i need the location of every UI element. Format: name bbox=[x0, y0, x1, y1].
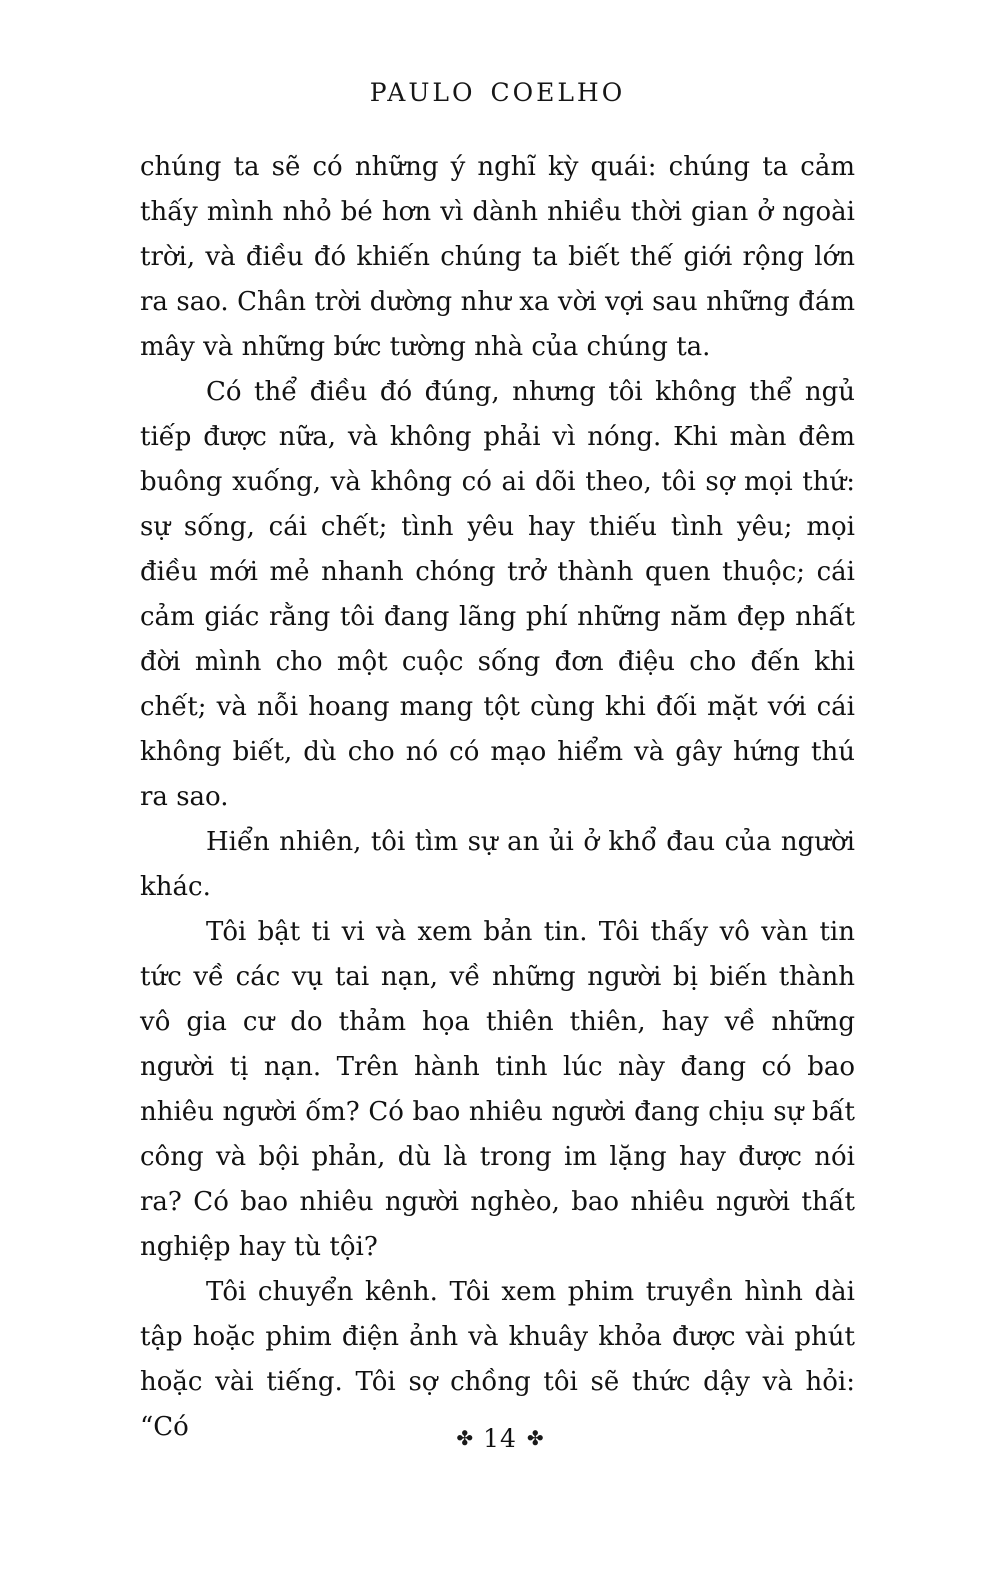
page-footer bbox=[0, 1424, 1000, 1453]
fleuron-right-icon: ✤ bbox=[526, 1426, 544, 1450]
paragraph: Hiển nhiên, tôi tìm sự an ủi ở khổ đau của người khác. bbox=[140, 827, 855, 902]
fleuron-left-icon: ✤ bbox=[456, 1426, 474, 1450]
page-number: 14 bbox=[483, 1424, 517, 1453]
paragraph: Tôi chuyển kênh. Tôi xem phim truyền hình dài tập hoặc phim điện ảnh và khuây khỏa được vài phút hoặc vài tiếng. Tôi sợ chồng tôi sẽ thức dậy và hỏi: “Có bbox=[140, 1277, 855, 1442]
body-text bbox=[140, 145, 855, 1450]
paragraph: Tôi bật ti vi và xem bản tin. Tôi thấy vô vàn tin tức về các vụ tai nạn, về những người bị biến thành vô gia cư do thảm họa thiên thiên, hay về những người tị nạn. Trên hành tinh lúc này đang có bao nhiêu người ốm? Có bao nhiêu người đang chịu sự bất công và bội phản, dù là trong im lặng hay được nói ra? Có bao nhiêu người nghèo, bao nhiêu người thất nghiệp hay tù tội? bbox=[140, 917, 855, 1262]
running-header: PAULO COELHO bbox=[369, 78, 626, 107]
paragraph: chúng ta sẽ có những ý nghĩ kỳ quái: chúng ta cảm thấy mình nhỏ bé hơn vì dành nhiều thời gian ở ngoài trời, và điều đó khiến chúng ta biết thế giới rộng lớn ra sao. Chân trời dường như xa vời vợi sau những đám mây và những bức tường nhà của chúng ta. bbox=[140, 152, 855, 362]
paragraph: Có thể điều đó đúng, nhưng tôi không thể ngủ tiếp được nữa, và không phải vì nóng. Khi màn đêm buông xuống, và không có ai dõi theo, tôi sợ mọi thứ: sự sống, cái chết; tình yêu hay thiếu tình yêu; mọi điều mới mẻ nhanh chóng trở thành quen thuộc; cái cảm giác rằng tôi đang lãng phí những năm đẹp nhất đời mình cho một cuộc sống đơn điệu cho đến khi chết; và nỗi hoang mang tột cùng khi đối mặt với cái không biết, dù cho nó có mạo hiểm và gây hứng thú ra sao. bbox=[140, 377, 855, 812]
